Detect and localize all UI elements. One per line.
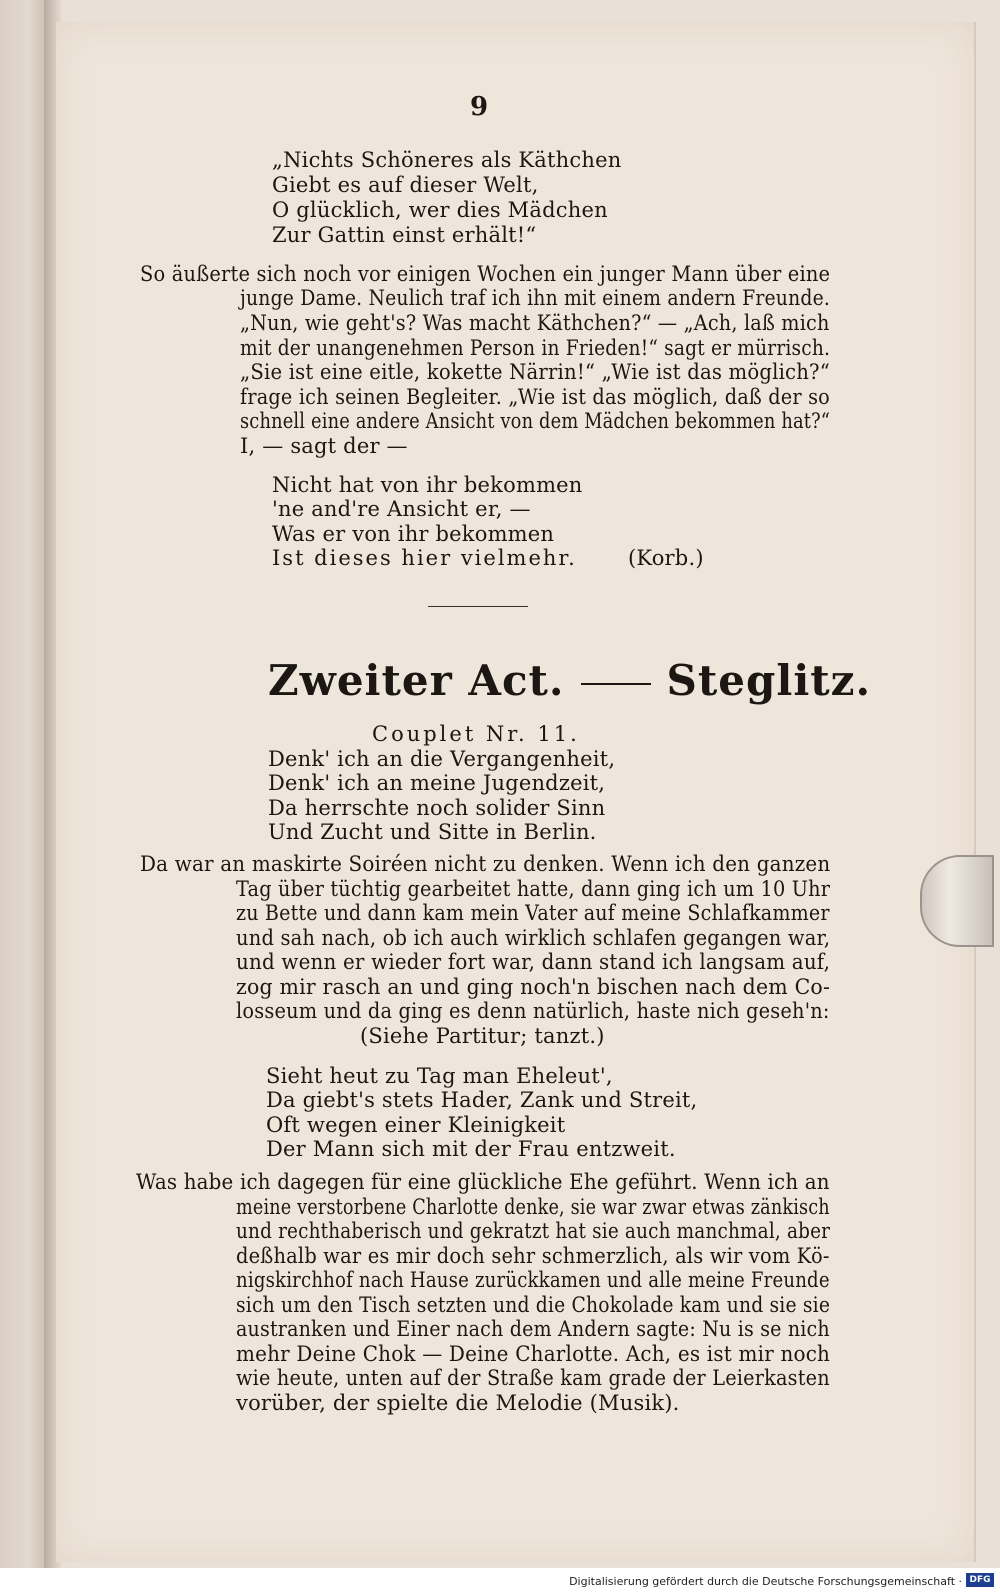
couplet-line: Denk' ich an meine Jugendzeit, — [268, 771, 606, 795]
poem2-line: Nicht hat von ihr bekommen — [272, 473, 583, 497]
para2-line: losseum und da ging es denn natürlich, haste nich geseh'n: — [236, 999, 830, 1023]
para1-line: frage ich seinen Begleiter. „Wie ist das möglich, daß der so — [240, 385, 830, 409]
para3-line: vorüber, der spielte die Melodie (Musik). — [236, 1391, 680, 1415]
facing-page-edge — [0, 0, 48, 1568]
funding-notice: Digitalisierung gefördert durch die Deutsche Forschungsgemeinschaft · — [569, 1575, 962, 1588]
para3-line: austranken und Einer nach dem Andern sagte: Nu is se nich — [236, 1317, 830, 1341]
para3-line: und rechthaberisch und gekratzt hat sie auch manchmal, aber — [236, 1219, 831, 1243]
para1-line: junge Dame. Neulich traf ich ihn mit einem andern Freunde. — [240, 286, 831, 310]
para2-line: Tag über tüchtig gearbeitet hatte, dann ging ich um 10 Uhr — [236, 877, 831, 901]
poem2-note: (Korb.) — [628, 546, 704, 570]
poem2-line: 'ne and're Ansicht er, — — [272, 497, 531, 521]
color-reference-tab — [920, 855, 994, 947]
act-location: Steglitz. — [666, 656, 872, 705]
couplet-title: Couplet Nr. 11. — [372, 722, 580, 746]
para2-line: und sah nach, ob ich auch wirklich schlafen gegangen war, — [236, 926, 831, 950]
para1-line: „Sie ist eine eitle, kokette Närrin!“ „Wie ist das möglich?“ — [240, 360, 830, 384]
para1-line: I, — sagt der — — [240, 434, 408, 458]
poem3-line: Oft wegen einer Kleinigkeit — [266, 1113, 566, 1137]
para1-line: schnell eine andere Ansicht von dem Mädchen bekommen hat?“ — [240, 409, 831, 433]
poem3-line: Da giebt's stets Hader, Zank und Streit, — [266, 1088, 698, 1112]
page-number: 9 — [470, 92, 489, 122]
para3-line: sich um den Tisch setzten und die Chokolade kam und sie sie — [236, 1293, 831, 1317]
para3-line: deßhalb war es mir doch sehr schmerzlich, als wir vom Kö- — [236, 1244, 830, 1268]
poem1-line: „Nichts Schöneres als Käthchen — [272, 148, 622, 172]
para3-line: meine verstorbene Charlotte denke, sie war zwar etwas zänkisch — [236, 1195, 830, 1219]
poem3-line: Sieht heut zu Tag man Eheleut', — [266, 1064, 613, 1088]
act-heading — [268, 656, 871, 705]
para2-line: Da war an maskirte Soiréen nicht zu denken. Wenn ich den ganzen — [140, 852, 831, 876]
para3-line: nigskirchhof nach Hause zurückkamen und alle meine Freunde — [236, 1268, 830, 1292]
para3-line: Was habe ich dagegen für eine glückliche Ehe geführt. Wenn ich an — [136, 1170, 830, 1194]
couplet-line: Und Zucht und Sitte in Berlin. — [268, 820, 597, 844]
footer-bar — [0, 1568, 1000, 1594]
poem1-line: Giebt es auf dieser Welt, — [272, 173, 539, 197]
section-rule — [428, 606, 528, 607]
para1-line: mit der unangenehmen Person in Frieden!“ sagt er mürrisch. — [240, 336, 831, 360]
para3-line: mehr Deine Chok — Deine Charlotte. Ach, es ist mir noch — [236, 1342, 831, 1366]
poem1-line: O glücklich, wer dies Mädchen — [272, 198, 608, 222]
para2-line: zu Bette und dann kam mein Vater auf meine Schlafkammer — [236, 901, 830, 925]
para1-line: So äußerte sich noch vor einigen Wochen ein junger Mann über eine — [140, 262, 831, 286]
para2-line: zog mir rasch an und ging noch'n bischen nach dem Co- — [236, 975, 831, 999]
para1-line: „Nun, wie geht's? Was macht Käthchen?“ — „Ach, laß mich — [240, 311, 830, 335]
stage-direction: (Siehe Partitur; tanzt.) — [360, 1024, 605, 1048]
poem1-line: Zur Gattin einst erhält!“ — [272, 223, 537, 247]
heading-dash — [581, 683, 651, 685]
poem2-line: Was er von ihr bekommen — [272, 522, 555, 546]
para2-line: und wenn er wieder fort war, dann stand ich langsam auf, — [236, 950, 831, 974]
couplet-line: Denk' ich an die Vergangenheit, — [268, 747, 616, 771]
para3-line: wie heute, unten auf der Straße kam grade der Leierkasten — [236, 1366, 830, 1390]
poem2-line: Ist dieses hier vielmehr. — [272, 546, 577, 570]
poem3-line: Der Mann sich mit der Frau entzweit. — [266, 1137, 676, 1161]
couplet-line: Da herrschte noch solider Sinn — [268, 796, 606, 820]
act-title: Zweiter Act. — [268, 656, 565, 705]
dfg-logo: DFG — [966, 1573, 994, 1587]
